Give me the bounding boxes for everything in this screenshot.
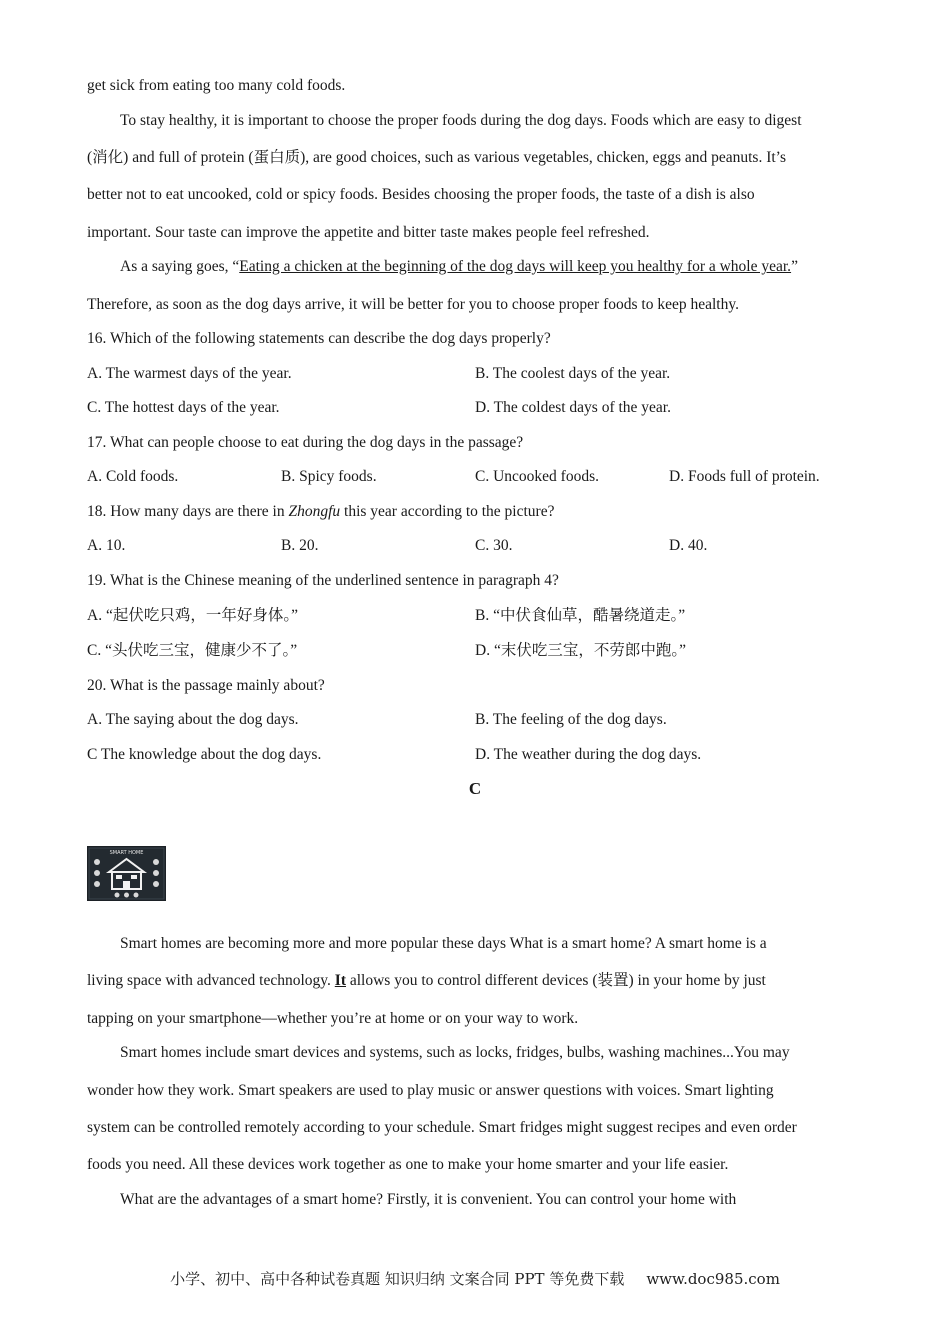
q20-option-b: B. The feeling of the dog days. [475,711,667,728]
q20-option-a: A. The saying about the dog days. [87,711,299,728]
q16-option-b: B. The coolest days of the year. [475,365,671,382]
page-footer [0,1268,950,1289]
q18-option-b: B. 20. [281,537,319,554]
q18-stem-pre: 18. How many days are there in [87,503,289,520]
question-17-stem: 17. What can people choose to eat during the dog days in the passage? [87,434,524,451]
paragraph-line: tapping on your smartphone—whether you’re at home or on your way to work. [87,1010,579,1027]
q17-option-c: C. Uncooked foods. [475,468,599,485]
paragraph-line: wonder how they work. Smart speakers are used to play music or answer questions with voices. Smart lighting [87,1082,774,1099]
question-18-stem [87,502,554,522]
footer-text: 小学、初中、高中各种试卷真题 知识归纳 文案合同 PPT 等免费下载 [170,1270,625,1288]
question-16-stem: 16. Which of the following statements can describe the dog days properly? [87,330,551,347]
paragraph-line: better not to eat uncooked, cold or spicy foods. Besides choosing the proper foods, the taste of a dish is also [87,186,755,203]
paragraph-line: What are the advantages of a smart home? Firstly, it is convenient. You can control your home with [120,1191,737,1208]
q17-option-a: A. Cold foods. [87,468,179,485]
q19-option-b: B. “中伏食仙草，酷暑绕道走。” [475,607,686,624]
q16-option-a: A. The warmest days of the year. [87,365,292,382]
q18-option-a: A. 10. [87,537,126,554]
q17-option-b: B. Spicy foods. [281,468,377,485]
q18-stem-italic: Zhongfu [288,503,341,520]
paragraph-line: Smart homes are becoming more and more popular these days What is a smart home? A smart home is a [120,935,767,952]
q16-option-c: C. The hottest days of the year. [87,399,280,416]
q18-option-c: C. 30. [475,537,513,554]
paragraph-line: Therefore, as soon as the dog days arrive, it will be better for you to choose proper foods to keep healthy. [87,296,739,313]
smart-home-image [87,846,166,901]
footer-url[interactable]: www.doc985.com [646,1270,780,1288]
section-heading: C [468,779,482,798]
saying-prefix: As a saying goes, “ [120,258,240,275]
paragraph-line: foods you need. All these devices work together as one to make your home smarter and your life easier. [87,1156,729,1173]
paragraph-line: get sick from eating too many cold foods. [87,77,346,94]
p1-l2-pre: living space with advanced technology. [87,972,335,989]
q16-option-d: D. The coldest days of the year. [475,399,671,416]
paragraph-line: To stay healthy, it is important to choose the proper foods during the dog days. Foods which are easy to digest [120,112,802,129]
saying-line [120,257,798,277]
underlined-sentence: Eating a chicken at the beginning of the dog days will keep you healthy for a whole year. [239,258,792,275]
paragraph-line: important. Sour taste can improve the appetite and bitter taste makes people feel refreshed. [87,224,650,241]
q18-stem-post: this year according to the picture? [340,503,555,520]
image-title: SMART HOME [109,850,144,856]
paragraph-line [87,971,766,991]
question-19-stem: 19. What is the Chinese meaning of the underlined sentence in paragraph 4? [87,572,559,589]
question-20-stem: 20. What is the passage mainly about? [87,677,325,694]
q19-option-a: A. “起伏吃只鸡，一年好身体。” [87,607,298,624]
paragraph-line: Smart homes include smart devices and systems, such as locks, fridges, bulbs, washing machines...You may [120,1044,790,1061]
q20-option-d: D. The weather during the dog days. [475,746,702,763]
q18-option-d: D. 40. [669,537,708,554]
p1-l2-post: allows you to control different devices (装置) in your home by just [345,972,766,989]
q19-option-d: D. “末伏吃三宝，不劳郎中跑。” [475,642,686,659]
saying-close-quote: ” [791,258,798,275]
paragraph-line: system can be controlled remotely according to your schedule. Smart fridges might suggest recipes and even order [87,1119,797,1136]
q17-option-d: D. Foods full of protein. [669,468,820,485]
q19-option-c: C. “头伏吃三宝，健康少不了。” [87,642,298,659]
q20-option-c: C The knowledge about the dog days. [87,746,322,763]
bold-underlined-it: It [334,972,346,989]
paragraph-line: (消化) and full of protein (蛋白质), are good choices, such as various vegetables, chicken, eggs and peanuts. It’s [87,149,787,166]
